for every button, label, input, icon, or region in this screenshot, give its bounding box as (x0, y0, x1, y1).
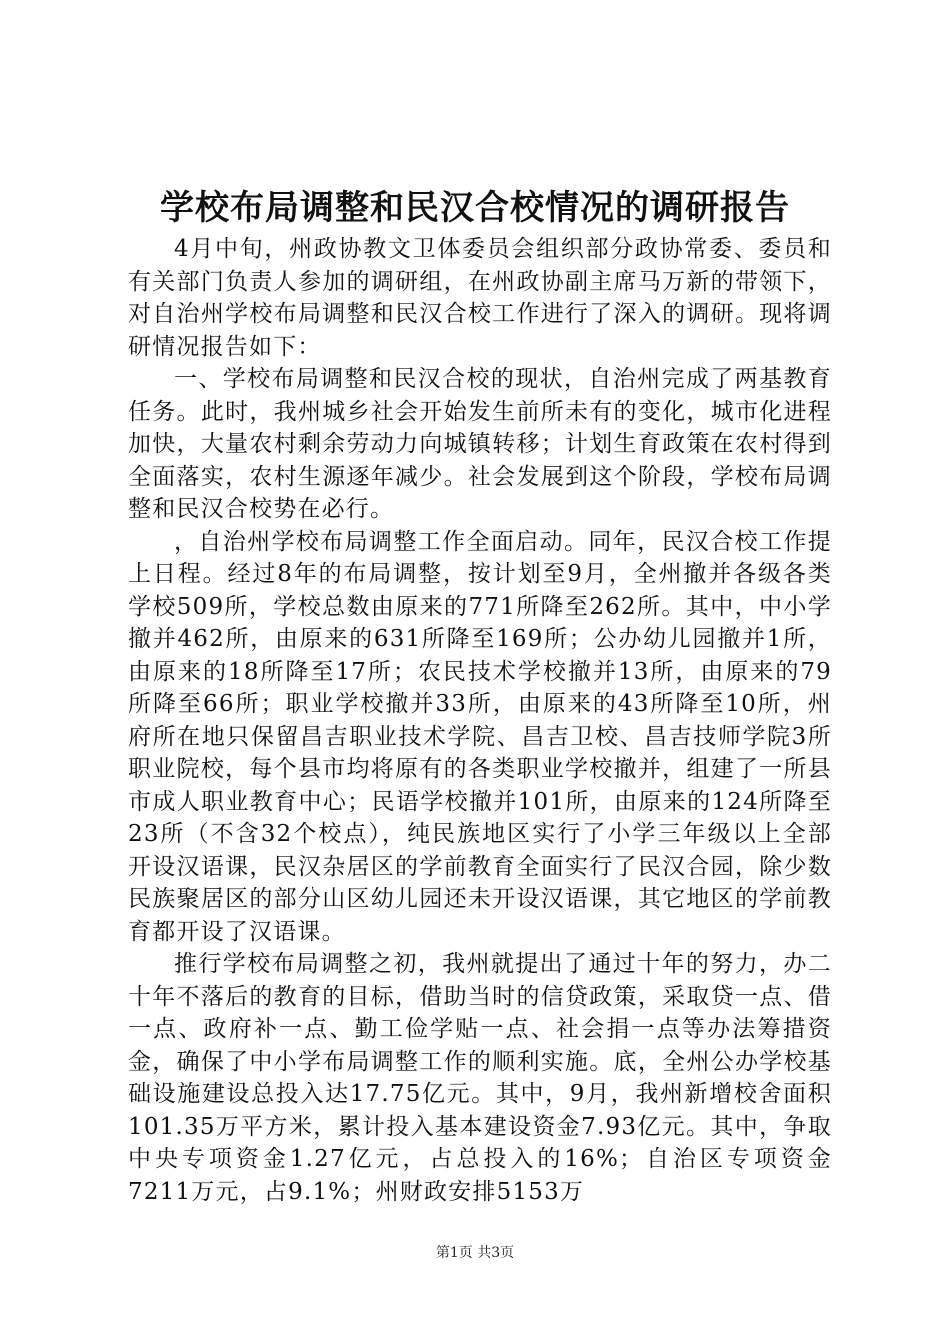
page-number-footer: 第1页 共3页 (435, 1245, 515, 1261)
paragraph-adjustment-stats: ，自治州学校布局调整工作全面启动。同年，民汉合校工作提上日程。经过8年的布局调整，按计划至9月，全州撤并各级各类学校509所，学校总数由原来的771所降至262所。其中，中小学撤并462所，由原来的631所降至169所；公办幼儿园撤并1所，由原来的18所降至17所；农民技术学校撤并13所，由原来的79所降至66所；职业学校撤并33所，由原来的43所降至10所，州府所在地只保留昌吉职业技术学院、昌吉卫校、昌吉技师学院3所职业院校，每个县市均将原有的各类职业学校撤并，组建了一所县市成人职业教育中心；民语学校撤并101所，由原来的124所降至23所（不含32个校点），纯民族地区实行了小学三年级以上全部开设汉语课，民汉杂居区的学前教育全面实行了民汉合园，除少数民族聚居区的部分山区幼儿园还未开设汉语课，其它地区的学前教育都开设了汉语课。 (128, 528, 832, 945)
paragraph-intro: 4月中旬，州政协教文卫体委员会组织部分政协常委、委员和有关部门负责人参加的调研组，在州政协副主席马万新的带领下，对自治州学校布局调整和民汉合校工作进行了深入的调研。现将调研情况报告如下： (128, 236, 832, 360)
paragraph-status: 一、学校布局调整和民汉合校的现状，自治州完成了两基教育任务。此时，我州城乡社会开始发生前所未有的变化，城市化进程加快，大量农村剩余劳动力向城镇转移；计划生育政策在农村得到全面落实，农村生源逐年减少。社会发展到这个阶段，学校布局调整和民汉合校势在必行。 (128, 366, 832, 522)
paragraph-funding: 推行学校布局调整之初，我州就提出了通过十年的努力，办二十年不落后的教育的目标，借助当时的信贷政策，采取贷一点、借一点、政府补一点、勤工俭学贴一点、社会捐一点等办法筹措资金，确保了中小学布局调整工作的顺利实施。底，全州公办学校基础设施建设总投入达17.75亿元。其中，9月，我州新增校舍面积101.35万平方米，累计投入基本建设资金7.93亿元。其中，争取中央专项资金1.27亿元，占总投入的16%；自治区专项资金7211万元，占9.1%；州财政安排5153万 (128, 951, 832, 1205)
document-body (128, 233, 832, 1208)
document-title: 学校布局调整和民汉合校情况的调研报告 (160, 188, 790, 228)
